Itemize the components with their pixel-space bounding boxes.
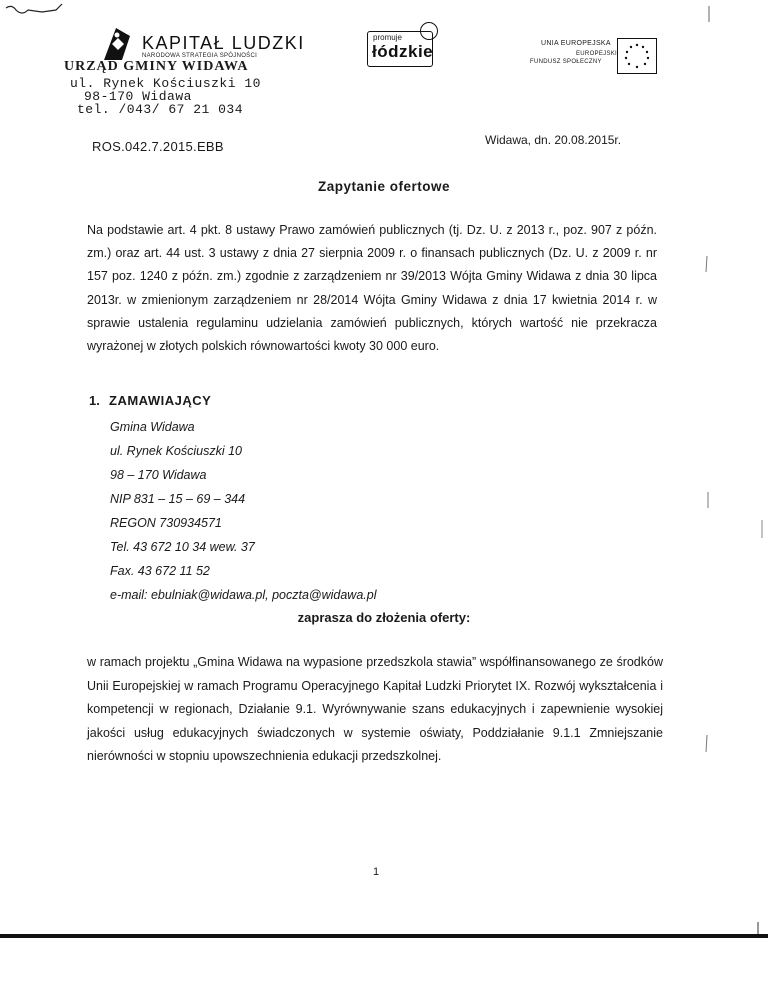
- authority-street: ul. Rynek Kościuszki 10: [110, 444, 243, 458]
- eu-line-1: UNIA EUROPEJSKA: [541, 40, 611, 47]
- page-number: 1: [373, 866, 380, 878]
- margin-mark: [706, 735, 707, 752]
- kapital-ludzki-subtitle: NARODOWA STRATEGIA SPÓJNOŚCI: [142, 53, 258, 59]
- authority-phone: Tel. 43 672 10 34 wew. 37: [110, 540, 255, 554]
- eu-line-3: FUNDUSZ SPOŁECZNY: [530, 59, 602, 65]
- office-name: URZĄD GMINY WIDAWA: [64, 59, 249, 74]
- kapital-ludzki-name: KAPITAŁ LUDZKI: [142, 33, 305, 53]
- lodzkie-tagline: promuje: [373, 33, 402, 42]
- margin-mark: [706, 256, 707, 272]
- authority-regon: REGON 730934571: [110, 516, 222, 530]
- contracting-authority-details: [110, 415, 376, 607]
- kapital-ludzki-logo-icon: [96, 26, 136, 62]
- lodzkie-name: łódzkie: [372, 42, 434, 61]
- lodzkie-swirl-icon: [420, 22, 438, 40]
- invitation-heading: zaprasza do złożenia oferty:: [297, 610, 471, 625]
- document-title: Zapytanie ofertowe: [317, 179, 451, 194]
- eu-line-2: EUROPEJSKI: [576, 51, 618, 57]
- authority-city: 98 – 170 Widawa: [110, 468, 207, 482]
- eu-flag-icon: [617, 38, 657, 74]
- reference-number: ROS.042.7.2015.EBB: [92, 139, 224, 154]
- project-paragraph: w ramach projektu „Gmina Widawa na wypasione przedszkola stawia” współfinansowanego ze środków Unii Europejskiej w ramach Programu Operacyjnego Kapitał Ludzki Priorytet IX. Rozwój wykształcenia i kompetencji w regionach, Działanie 9.1. Wyrównywanie szans edukacyjnych i zapewnienie wysokiej jakości usług edukacyjnych świadczonych w systemie oświaty, Poddziałanie 9.1.1 Zmniejszanie nierówności w stopniu upowszechnienia edukacji przedszkolnej.: [87, 655, 663, 764]
- bottom-scan-edge: [0, 934, 768, 938]
- authority-fax: Fax. 43 672 11 52: [110, 564, 210, 578]
- office-city: 98-170 Widawa: [84, 89, 192, 104]
- intro-paragraph: Na podstawie art. 4 pkt. 8 ustawy Prawo zamówień publicznych (tj. Dz. U. z 2013 r., poz. 907 z późn. zm.) oraz art. 44 ust. 3 ustawy z dnia 27 sierpnia 2009 r. o finansach publicznych (Dz. U. z 2009 r. nr 157 poz. 1240 z późn. zm.) zgodnie z zarządzeniem nr 39/2013 Wójta Gminy Widawa z dnia 30 lipca 2013r. w zmienionym zarządzeniem nr 28/2014 Wójta Gminy Widawa z dnia 17 kwietnia 2014 r. w sprawie ustalenia regulaminu udzielania zamówień publicznych, których wartość nie przekracza wyrażonej w złotych polskich równowartości kwoty 30 000 euro.: [87, 223, 657, 354]
- place-date: Widawa, dn. 20.08.2015r.: [485, 133, 622, 147]
- authority-nip: NIP 831 – 15 – 69 – 344: [110, 492, 246, 506]
- office-street: ul. Rynek Kościuszki 10: [70, 76, 261, 91]
- office-phone: tel. /043/ 67 21 034: [77, 102, 244, 117]
- section-title: ZAMAWIAJĄCY: [109, 393, 212, 408]
- authority-name: Gmina Widawa: [110, 420, 195, 434]
- section-number: 1.: [89, 393, 100, 408]
- authority-email: e-mail: ebulniak@widawa.pl, poczta@widawa.pl: [110, 588, 377, 602]
- corner-scribble: [6, 4, 62, 13]
